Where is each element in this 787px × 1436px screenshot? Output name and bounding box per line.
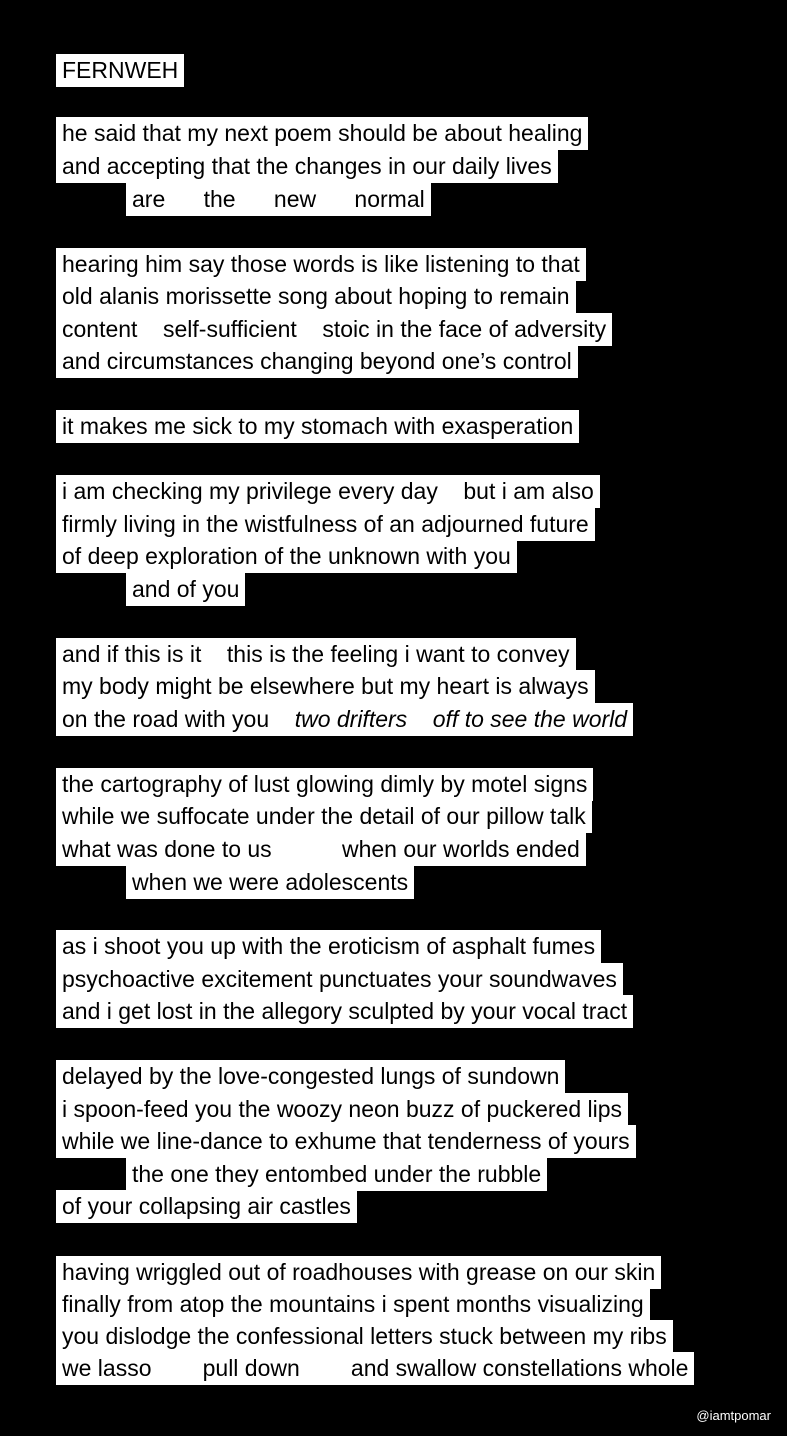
poem-line: while we line-dance to exhume that tenderness of yours xyxy=(56,1125,636,1158)
poem-line: psychoactive excitement punctuates your soundwaves xyxy=(56,963,623,996)
poem-line: hearing him say those words is like listening to that xyxy=(56,248,586,281)
poem-line-italic: two drifters off to see the world xyxy=(294,706,628,732)
poem-line: i am checking my privilege every day but i am also xyxy=(56,475,600,508)
poem-line: having wriggled out of roadhouses with grease on our skin xyxy=(56,1256,661,1289)
poem-line: as i shoot you up with the eroticism of asphalt fumes xyxy=(56,930,601,963)
poem-line: and i get lost in the allegory sculpted by your vocal tract xyxy=(56,995,633,1028)
poem-line: and if this is it this is the feeling i want to convey xyxy=(56,638,576,671)
poem-title: FERNWEH xyxy=(56,54,184,87)
poem-line: old alanis morissette song about hoping to remain xyxy=(56,280,576,313)
poem-line: when we were adolescents xyxy=(126,866,414,899)
poem-line-plain: on the road with you xyxy=(62,706,295,732)
poem-line: the cartography of lust glowing dimly by motel signs xyxy=(56,768,593,801)
poem-line: you dislodge the confessional letters stuck between my ribs xyxy=(56,1320,673,1353)
poem-line: we lasso pull down and swallow constellations whole xyxy=(56,1352,694,1385)
poem-line: my body might be elsewhere but my heart is always xyxy=(56,670,595,703)
poem-line: and of you xyxy=(126,573,245,606)
poem-line: finally from atop the mountains i spent months visualizing xyxy=(56,1288,650,1321)
author-handle: @iamtpomar xyxy=(696,1408,771,1423)
poem-line xyxy=(56,703,633,736)
poem-line: i spoon-feed you the woozy neon buzz of puckered lips xyxy=(56,1093,628,1126)
poem-line: content self-sufficient stoic in the face of adversity xyxy=(56,313,612,346)
poem-line: and accepting that the changes in our daily lives xyxy=(56,150,558,183)
poem-line: of your collapsing air castles xyxy=(56,1190,357,1223)
poem-line: it makes me sick to my stomach with exasperation xyxy=(56,410,579,443)
poem-line: and circumstances changing beyond one’s control xyxy=(56,345,578,378)
poem-line: while we suffocate under the detail of our pillow talk xyxy=(56,800,592,833)
poem-line: firmly living in the wistfulness of an adjourned future xyxy=(56,508,595,541)
poem-line: are the new normal xyxy=(126,183,431,216)
poem-line: what was done to us when our worlds ended xyxy=(56,833,586,866)
poem-line: delayed by the love-congested lungs of sundown xyxy=(56,1060,565,1093)
poem-line: of deep exploration of the unknown with you xyxy=(56,540,517,573)
poem-line: the one they entombed under the rubble xyxy=(126,1158,547,1191)
poem-line: he said that my next poem should be about healing xyxy=(56,117,588,150)
